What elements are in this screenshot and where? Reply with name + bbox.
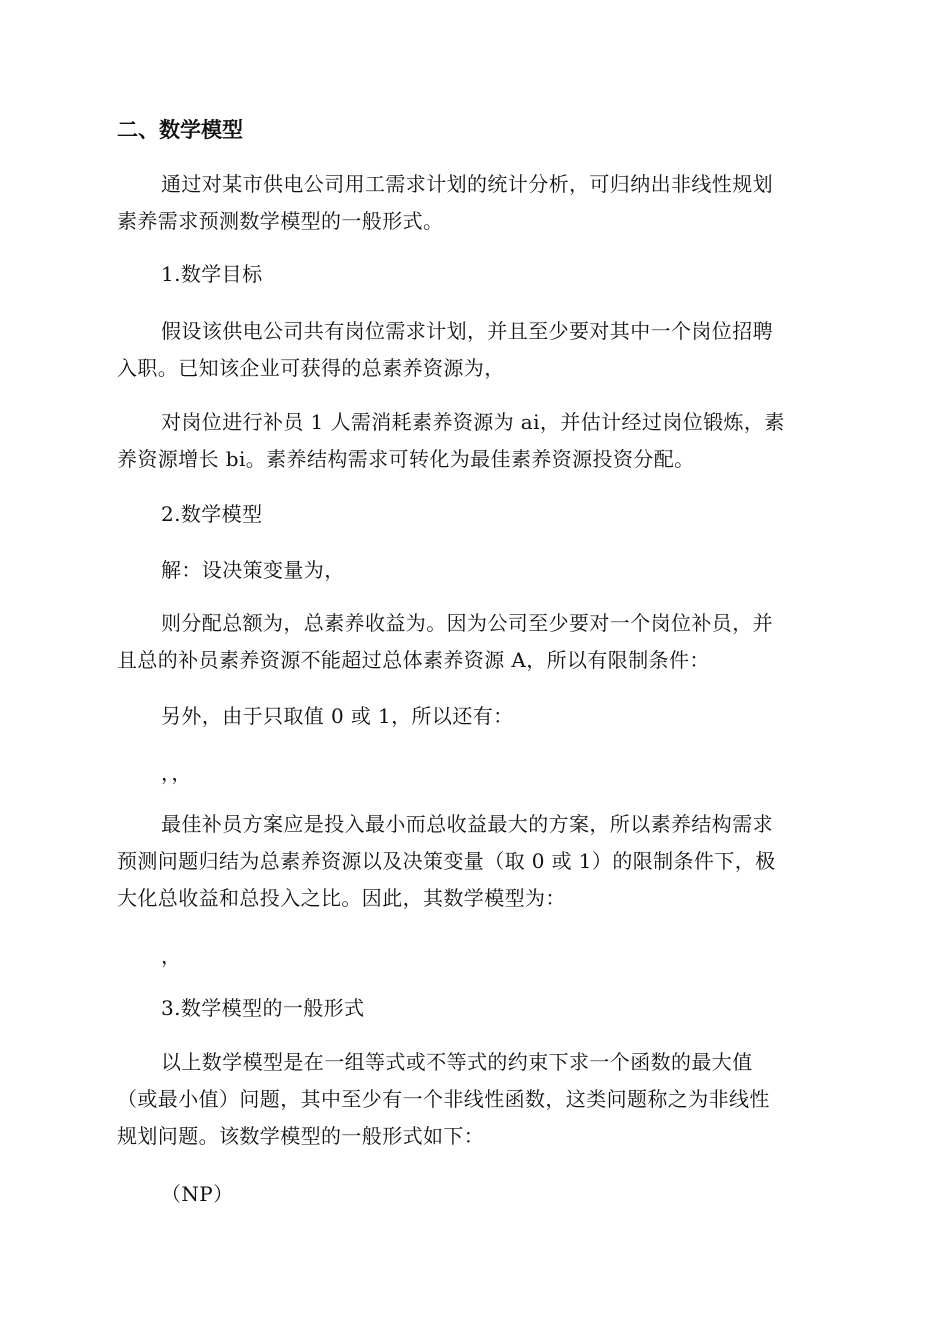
general-line-2: （或最小值）问题，其中至少有一个非线性函数，这类问题称之为非线性 [117,1087,770,1111]
np-label: （NP） [161,1182,234,1206]
np-label-line [117,1176,837,1213]
commas-text: ，， [161,761,192,785]
comma-line [117,938,837,975]
binary-text: 另外，由于只取值 0 或 1，所以还有： [161,704,514,728]
binary-paragraph [117,698,837,735]
allocation-paragraph [117,605,837,679]
subsection-1-title [117,256,837,293]
comma-text: ， [161,944,182,968]
subsection-3-title [117,990,837,1027]
allocation-line-1: 则分配总额为，总素养收益为。因为公司至少要对一个岗位补员，并 [161,611,773,635]
commas-line [117,755,837,792]
cost-paragraph [117,404,837,478]
solution-text: 解：设决策变量为， [161,558,345,582]
general-line-3: 规划问题。该数学模型的一般形式如下： [117,1124,485,1148]
assumption-line-1: 假设该供电公司共有岗位需求计划，并且至少要对其中一个岗位招聘 [161,319,773,343]
section-heading: 二、数学模型 [117,118,243,142]
subsection-2-title [117,496,837,533]
subsection-2-text: 2.数学模型 [161,502,263,526]
cost-line-2: 养资源增长 bi。素养结构需求可转化为最佳素养资源投资分配。 [117,447,695,471]
general-line-1: 以上数学模型是在一组等式或不等式的约束下求一个函数的最大值 [161,1050,753,1074]
general-paragraph [117,1044,837,1155]
optimal-line-2: 预测问题归结为总素养资源以及决策变量（取 0 或 1）的限制条件下，极 [117,849,776,873]
optimal-line-1: 最佳补员方案应是投入最小而总收益最大的方案，所以素养结构需求 [161,812,773,836]
optimal-paragraph [117,806,837,917]
optimal-line-3: 大化总收益和总投入之比。因此，其数学模型为： [117,886,566,910]
intro-paragraph [117,166,837,240]
subsection-3-text: 3.数学模型的一般形式 [161,996,365,1020]
assumption-line-2: 入职。已知该企业可获得的总素养资源为， [117,356,505,380]
solution-paragraph [117,552,837,589]
intro-line-1: 通过对某市供电公司用工需求计划的统计分析，可归纳出非线性规划 [161,172,773,196]
intro-line-2: 素养需求预测数学模型的一般形式。 [117,209,444,233]
assumption-paragraph [117,313,837,387]
allocation-line-2: 且总的补员素养资源不能超过总体素养资源 A，所以有限制条件： [117,648,710,672]
cost-line-1: 对岗位进行补员 1 人需消耗素养资源为 ai，并估计经过岗位锻炼，素 [161,410,785,434]
subsection-1-text: 1.数学目标 [161,262,263,286]
